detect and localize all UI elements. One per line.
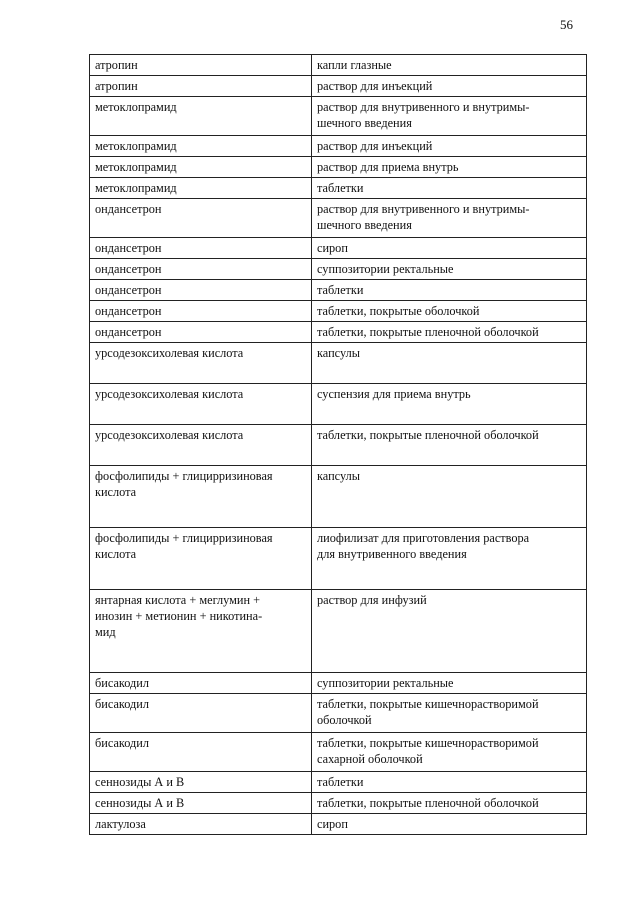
dosage-form-cell: сироп: [312, 814, 587, 835]
table-row: [90, 384, 587, 425]
table-row: [90, 590, 587, 673]
dosage-form-cell: капсулы: [312, 343, 587, 384]
table-row: [90, 425, 587, 466]
drug-name-cell: фосфолипиды + глицирризиновая кислота: [90, 466, 312, 528]
drug-name-cell: метоклопрамид: [90, 178, 312, 199]
dosage-form-cell: таблетки, покрытые кишечнорастворимой оболочкой: [312, 694, 587, 733]
drug-name-cell: атропин: [90, 55, 312, 76]
dosage-form-cell: раствор для инфузий: [312, 590, 587, 673]
dosage-form-cell: раствор для внутривенного и внутримы- шечного введения: [312, 97, 587, 136]
dosage-form-cell: сироп: [312, 238, 587, 259]
table-row: [90, 466, 587, 528]
table-row: [90, 301, 587, 322]
drug-name-cell: бисакодил: [90, 733, 312, 772]
table-row: [90, 772, 587, 793]
drug-name-cell: ондансетрон: [90, 301, 312, 322]
table-row: [90, 199, 587, 238]
dosage-form-cell: раствор для инъекций: [312, 76, 587, 97]
table-row: [90, 136, 587, 157]
dosage-form-cell: раствор для приема внутрь: [312, 157, 587, 178]
dosage-form-cell: таблетки, покрытые оболочкой: [312, 301, 587, 322]
drug-name-cell: метоклопрамид: [90, 97, 312, 136]
table-row: [90, 238, 587, 259]
table-row: [90, 97, 587, 136]
dosage-form-cell: суппозитории ректальные: [312, 673, 587, 694]
table-row: [90, 528, 587, 590]
drug-name-cell: янтарная кислота + меглумин + инозин + метионин + никотина- мид: [90, 590, 312, 673]
drug-name-cell: бисакодил: [90, 673, 312, 694]
dosage-form-cell: лиофилизат для приготовления раствора для внутривенного введения: [312, 528, 587, 590]
table-row: [90, 793, 587, 814]
dosage-form-cell: суспензия для приема внутрь: [312, 384, 587, 425]
drug-name-cell: урсодезоксихолевая кислота: [90, 343, 312, 384]
drug-name-cell: лактулоза: [90, 814, 312, 835]
drug-name-cell: урсодезоксихолевая кислота: [90, 384, 312, 425]
dosage-form-cell: таблетки: [312, 178, 587, 199]
dosage-form-cell: раствор для инъекций: [312, 136, 587, 157]
dosage-form-cell: капсулы: [312, 466, 587, 528]
drug-name-cell: метоклопрамид: [90, 136, 312, 157]
table-row: [90, 673, 587, 694]
table-row: [90, 157, 587, 178]
drug-name-cell: бисакодил: [90, 694, 312, 733]
table-row: [90, 178, 587, 199]
table-row: [90, 280, 587, 301]
dosage-form-cell: капли глазные: [312, 55, 587, 76]
table-row: [90, 694, 587, 733]
dosage-form-cell: таблетки, покрытые пленочной оболочкой: [312, 793, 587, 814]
table-row: [90, 343, 587, 384]
drug-name-cell: ондансетрон: [90, 238, 312, 259]
drug-table-body: [90, 55, 587, 835]
drug-name-cell: ондансетрон: [90, 280, 312, 301]
table-row: [90, 55, 587, 76]
drug-name-cell: метоклопрамид: [90, 157, 312, 178]
drug-name-cell: сеннозиды А и В: [90, 772, 312, 793]
dosage-form-cell: суппозитории ректальные: [312, 259, 587, 280]
drug-name-cell: ондансетрон: [90, 322, 312, 343]
page-number: 56: [560, 17, 573, 32]
table-row: [90, 259, 587, 280]
drug-table: [89, 54, 587, 835]
table-row: [90, 322, 587, 343]
drug-name-cell: ондансетрон: [90, 199, 312, 238]
drug-name-cell: урсодезоксихолевая кислота: [90, 425, 312, 466]
table-row: [90, 814, 587, 835]
dosage-form-cell: таблетки, покрытые пленочной оболочкой: [312, 425, 587, 466]
table-row: [90, 76, 587, 97]
dosage-form-cell: таблетки: [312, 772, 587, 793]
dosage-form-cell: раствор для внутривенного и внутримы- шечного введения: [312, 199, 587, 238]
drug-name-cell: сеннозиды А и В: [90, 793, 312, 814]
dosage-form-cell: таблетки: [312, 280, 587, 301]
drug-name-cell: атропин: [90, 76, 312, 97]
dosage-form-cell: таблетки, покрытые пленочной оболочкой: [312, 322, 587, 343]
table-row: [90, 733, 587, 772]
dosage-form-cell: таблетки, покрытые кишечнорастворимой сахарной оболочкой: [312, 733, 587, 772]
drug-name-cell: фосфолипиды + глицирризиновая кислота: [90, 528, 312, 590]
drug-name-cell: ондансетрон: [90, 259, 312, 280]
